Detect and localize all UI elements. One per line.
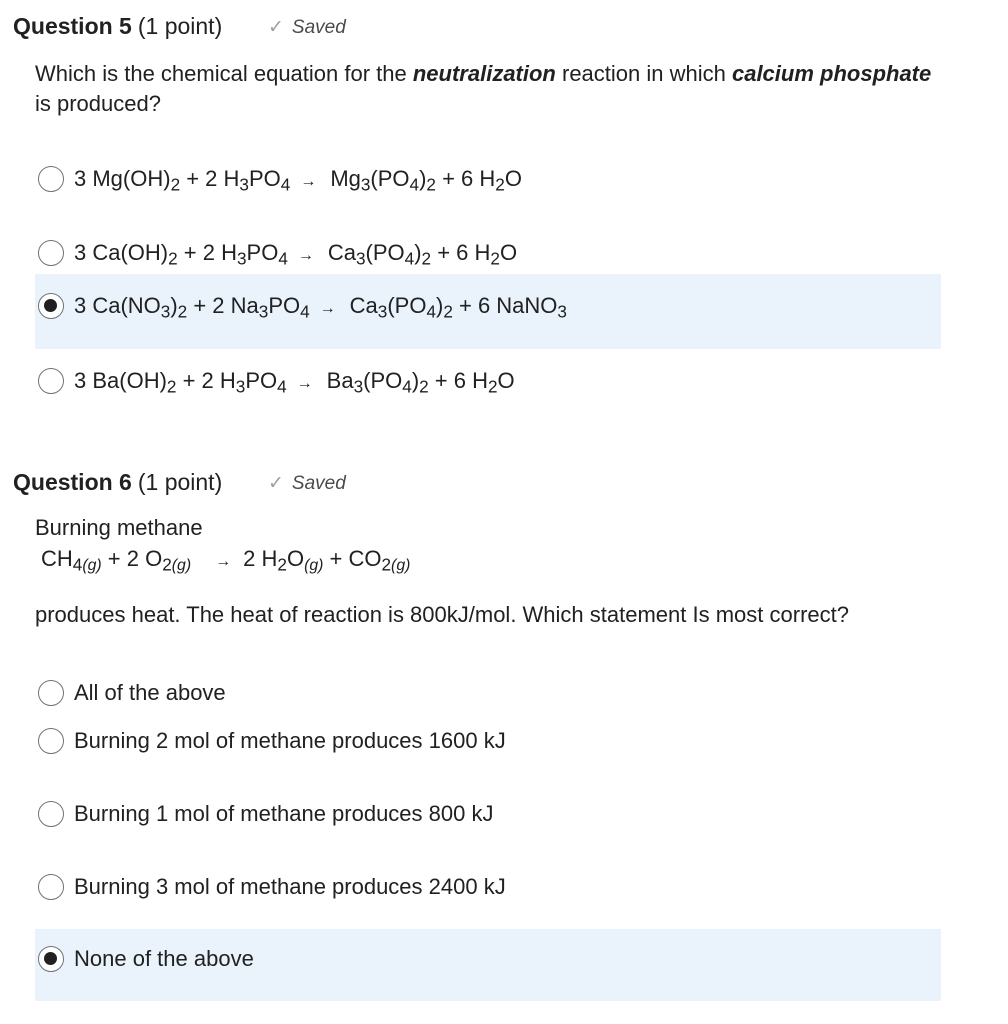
equation-label: 3 $Ca(OH)_2 + 2$ $H_3PO_4 \to Ca_3(PO_4)_2 + 6$ $H_2O$ bbox=[74, 240, 518, 269]
arrow-icon: → bbox=[300, 173, 317, 190]
arrow-icon: → bbox=[319, 300, 336, 317]
option-label: Burning 3 mol of methane produces 2400 kJ bbox=[74, 874, 506, 899]
saved-label: Saved bbox=[291, 17, 346, 38]
equation-label: 3 $Ca(NO_3)_2 + 2$ $Na_3PO_4 \to Ca_3(PO_4)_2 + 6$ NaNO$_3$ bbox=[74, 293, 567, 322]
question-6-prompt: produces heat. The heat of reaction is 800kJ/mol. Which statement Is most correct? bbox=[35, 602, 849, 627]
option-label: None of the above bbox=[74, 946, 254, 971]
radio-button[interactable] bbox=[38, 874, 64, 900]
radio-button[interactable] bbox=[38, 368, 64, 394]
radio-button[interactable] bbox=[38, 728, 64, 754]
emphasis-neutralization: neutralization bbox=[412, 61, 556, 86]
answer-option-5[interactable] bbox=[38, 942, 254, 976]
option-label: All of the above bbox=[74, 680, 226, 705]
saved-label: Saved bbox=[291, 473, 346, 494]
saved-status bbox=[268, 16, 346, 39]
question-5-prompt: Which is the chemical equation for the neutralization reaction in which calcium phosphate is produced? bbox=[35, 61, 932, 116]
option-label: Burning 1 mol of methane produces 800 kJ bbox=[74, 801, 494, 826]
radio-button[interactable] bbox=[38, 946, 64, 972]
equation-label: 3 $Mg(OH)_2 + 2$ $H_3PO_4 \to Mg_3(PO_4)_2 + 6$ $H_2O$ bbox=[74, 166, 522, 195]
radio-button[interactable] bbox=[38, 293, 64, 319]
checkmark-icon: ✓ bbox=[268, 473, 284, 494]
radio-button[interactable] bbox=[38, 166, 64, 192]
arrow-icon: → bbox=[215, 553, 232, 570]
answer-option-4[interactable] bbox=[38, 870, 506, 904]
answer-option-3[interactable] bbox=[38, 289, 567, 323]
question-number: Question 5 bbox=[13, 13, 132, 39]
radio-button[interactable] bbox=[38, 801, 64, 827]
saved-status bbox=[268, 472, 346, 495]
equation-label: 3 $Ba(OH)_2 + 2$ $H_3PO_4 \to Ba_3(PO_4)_2 + 6$ $H_2O$ bbox=[74, 368, 515, 397]
arrow-icon: → bbox=[296, 375, 313, 392]
answer-option-1[interactable] bbox=[38, 676, 226, 710]
question-6-header bbox=[13, 469, 222, 496]
question-points: (1 point) bbox=[137, 469, 223, 495]
answer-option-1[interactable] bbox=[38, 162, 522, 196]
emphasis-calcium-phosphate: calcium phosphate bbox=[731, 61, 932, 86]
answer-option-2[interactable] bbox=[38, 236, 517, 270]
methane-equation: $CH_{4(g)} + 2$ $O_{2(g)} \to 2$ $H_2O_{(g)} + CO_{2(g)}$ bbox=[41, 546, 411, 575]
answer-option-2[interactable] bbox=[38, 724, 506, 758]
question-points: (1 point) bbox=[137, 13, 223, 39]
question-number: Question 6 bbox=[13, 469, 132, 495]
radio-button[interactable] bbox=[38, 680, 64, 706]
question-5-header bbox=[13, 13, 222, 40]
question-6-intro: Burning methane bbox=[35, 515, 203, 540]
answer-option-4[interactable] bbox=[38, 364, 515, 398]
option-label: Burning 2 mol of methane produces 1600 kJ bbox=[74, 728, 506, 753]
radio-button[interactable] bbox=[38, 240, 64, 266]
arrow-icon: → bbox=[297, 247, 314, 264]
answer-option-3[interactable] bbox=[38, 797, 493, 831]
checkmark-icon: ✓ bbox=[268, 17, 284, 38]
